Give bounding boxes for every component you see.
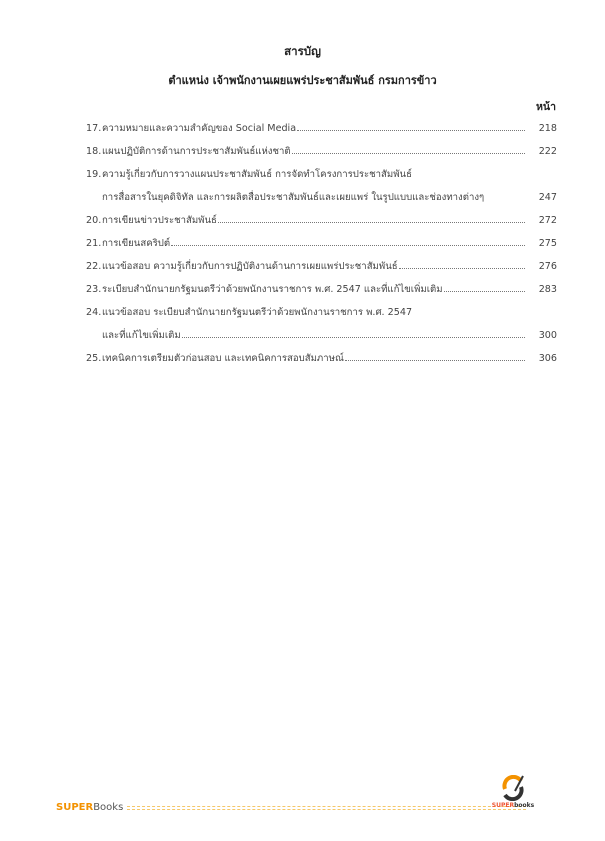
toc-entry-number: 23. <box>86 284 102 295</box>
toc-entry-number: 21. <box>86 238 102 249</box>
dot-leader <box>292 144 525 154</box>
toc-entry-number: 24. <box>86 307 102 318</box>
toc-entry-title: ความรู้เกี่ยวกับการวางแผนประชาสัมพันธ์ การจัดทำโครงการประชาสัมพันธ์ <box>102 169 412 180</box>
toc-entry-title: การสื่อสารในยุคดิจิทัล และการผลิตสื่อประชาสัมพันธ์และเผยแพร่ ในรูปแบบและช่องทางต่างๆ <box>102 192 485 203</box>
toc-entry-title: เทคนิคการเตรียมตัวก่อนสอบ และเทคนิคการสอบสัมภาษณ์ <box>102 353 344 364</box>
toc-entry-number: 18. <box>86 146 102 157</box>
dot-leader <box>218 213 525 223</box>
toc-entry[interactable] <box>86 167 557 190</box>
page-column-header: หน้า <box>536 101 556 113</box>
dot-leader <box>345 351 525 361</box>
toc-entry-title: ความหมายและความสำคัญของ Social Media <box>102 123 297 134</box>
toc-entry-page: 276 <box>538 261 557 272</box>
toc-entry[interactable] <box>86 121 557 144</box>
position-subtitle: ตำแหน่ง เจ้าพนักงานเผยแพร่ประชาสัมพันธ์ กรมการข้าว <box>168 74 437 87</box>
footer-divider <box>127 806 526 810</box>
toc-entry[interactable] <box>86 328 557 351</box>
toc-entry-number: 25. <box>86 353 102 364</box>
toc-entry-number: 20. <box>86 215 102 226</box>
toc-entry-page: 275 <box>538 238 557 249</box>
toc-entry[interactable] <box>86 259 557 282</box>
toc-entry-title: การเขียนสคริปต์ <box>102 238 171 249</box>
toc-title: สารบัญ <box>284 44 321 58</box>
dot-leader <box>444 282 525 292</box>
toc-entry[interactable] <box>86 236 557 259</box>
footer-brand: SUPERBooks <box>56 802 124 813</box>
toc-entry-title: แนวข้อสอบ ความรู้เกี่ยวกับการปฏิบัติงานด้านการเผยแพร่ประชาสัมพันธ์ <box>102 261 398 272</box>
toc-entry[interactable] <box>86 213 557 236</box>
toc-entry-number: 19. <box>86 169 102 180</box>
toc-entry-page: 222 <box>538 146 557 157</box>
toc-entry-title: ระเบียบสำนักนายกรัฐมนตรีว่าด้วยพนักงานราชการ พ.ศ. 2547 และที่แก้ไขเพิ่มเติม <box>102 284 443 295</box>
toc-entry-page: 306 <box>538 353 557 364</box>
toc-entry-page: 218 <box>538 123 557 134</box>
footer <box>56 802 526 813</box>
toc-entry-title: แนวข้อสอบ ระเบียบสำนักนายกรัฐมนตรีว่าด้วยพนักงานราชการ พ.ศ. 2547 <box>102 307 413 318</box>
toc-entry-page: 247 <box>538 192 557 203</box>
superbooks-logo: SUPERbooks <box>488 775 538 815</box>
toc-entry-number: 17. <box>86 123 102 134</box>
table-of-contents <box>86 121 557 374</box>
dot-leader <box>399 259 525 269</box>
dot-leader <box>297 121 525 131</box>
toc-entry-page: 283 <box>538 284 557 295</box>
toc-entry[interactable] <box>86 351 557 374</box>
toc-entry[interactable] <box>86 282 557 305</box>
dot-leader <box>182 328 525 338</box>
toc-entry-title: การเขียนข่าวประชาสัมพันธ์ <box>102 215 217 226</box>
toc-entry[interactable] <box>86 305 557 328</box>
toc-entry[interactable] <box>86 144 557 167</box>
toc-entry-page: 300 <box>538 330 557 341</box>
toc-entry-number: 22. <box>86 261 102 272</box>
logo-swirl-icon <box>501 775 525 801</box>
dot-leader <box>171 236 525 246</box>
toc-entry-title: และที่แก้ไขเพิ่มเติม <box>102 330 181 341</box>
toc-entry-title: แผนปฏิบัติการด้านการประชาสัมพันธ์แห่งชาติ <box>102 146 291 157</box>
toc-entry-page: 272 <box>538 215 557 226</box>
toc-entry[interactable] <box>86 190 557 213</box>
